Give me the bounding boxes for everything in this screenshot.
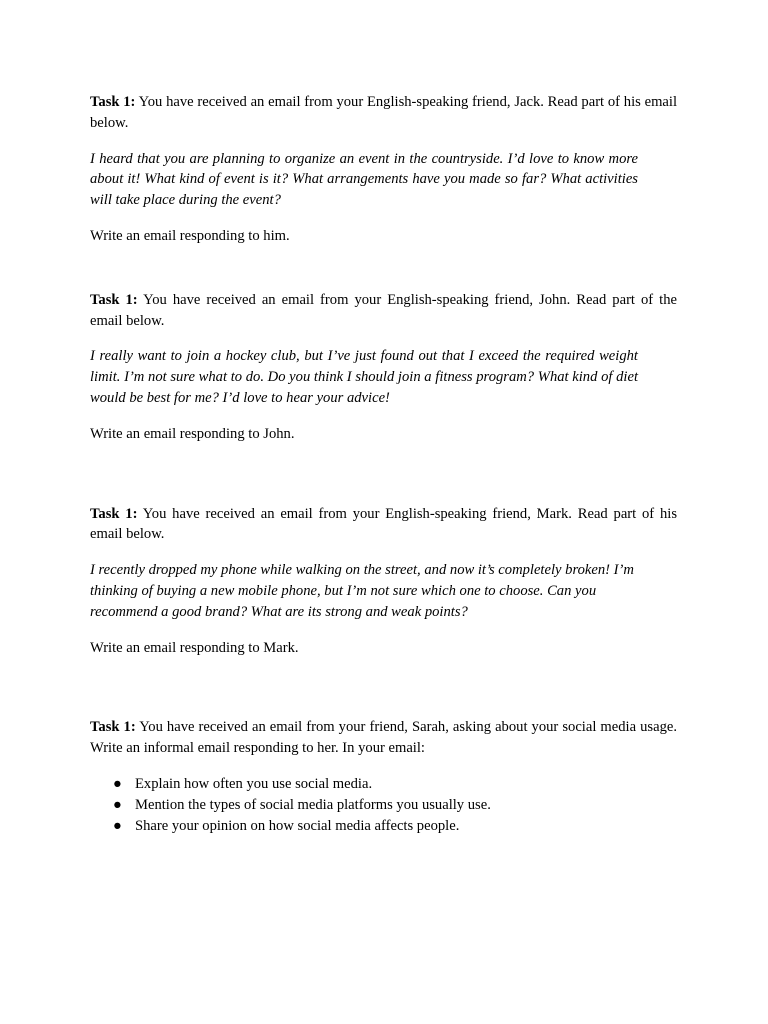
task-label: Task 1:	[90, 94, 136, 110]
bullet-icon: ●	[113, 775, 122, 792]
task-label: Task 1:	[90, 291, 138, 308]
document-page	[90, 92, 677, 836]
task-instruction-text: You have received an email from your English-speaking friend, Mark. Read part of his email below.	[90, 505, 677, 543]
task-mark	[90, 504, 677, 659]
task-closing: Write an email responding to him.	[90, 227, 290, 244]
task-sarah	[90, 717, 677, 836]
task-bullet-list	[90, 774, 677, 836]
email-excerpt: I recently dropped my phone while walking on the street, and now it’s completely broken! I’m thinking of buying a new mobile phone, but I’m not sure which one to choose. Can you recommend a good brand? What are its strong and weak points?	[90, 562, 634, 620]
task-label: Task 1:	[90, 719, 136, 736]
task-instruction	[90, 92, 677, 134]
task-instruction-text: You have received an email from your English-speaking friend, John. Read part of the email below.	[90, 291, 678, 329]
task-label: Task 1:	[90, 505, 138, 522]
task-closing: Write an email responding to John.	[90, 425, 295, 442]
email-excerpt: I really want to join a hockey club, but I’ve just found out that I exceed the required weight limit. I’m not sure what to do. Do you think I should join a fitness program? What kind of diet would be best for me? I’d love to hear your advice!	[90, 348, 638, 406]
task-instruction-text: You have received an email from your English-speaking friend, Jack. Read part of his email below.	[90, 94, 678, 131]
task-instruction-text: You have received an email from your friend, Sarah, asking about your social media usage. Write an informal email responding to her. In your email:	[90, 719, 678, 757]
bullet-icon: ●	[113, 796, 122, 813]
list-item	[90, 795, 677, 816]
task-instruction	[90, 504, 677, 546]
email-excerpt: I heard that you are planning to organize an event in the countryside. I’d love to know more about it! What kind of event is it? What arrangements have you made so far? What activities will take place during the event?	[90, 150, 638, 209]
list-item-text: Mention the types of social media platforms you usually use.	[135, 796, 491, 813]
task-instruction	[90, 717, 677, 759]
task-instruction	[90, 290, 677, 332]
list-item	[90, 774, 677, 795]
list-item-text: Share your opinion on how social media affects people.	[135, 817, 460, 834]
bullet-icon: ●	[113, 817, 122, 834]
task-john	[90, 290, 677, 445]
task-closing: Write an email responding to Mark.	[90, 639, 299, 656]
list-item-text: Explain how often you use social media.	[135, 775, 373, 792]
task-jack	[90, 92, 677, 247]
list-item	[90, 816, 677, 837]
